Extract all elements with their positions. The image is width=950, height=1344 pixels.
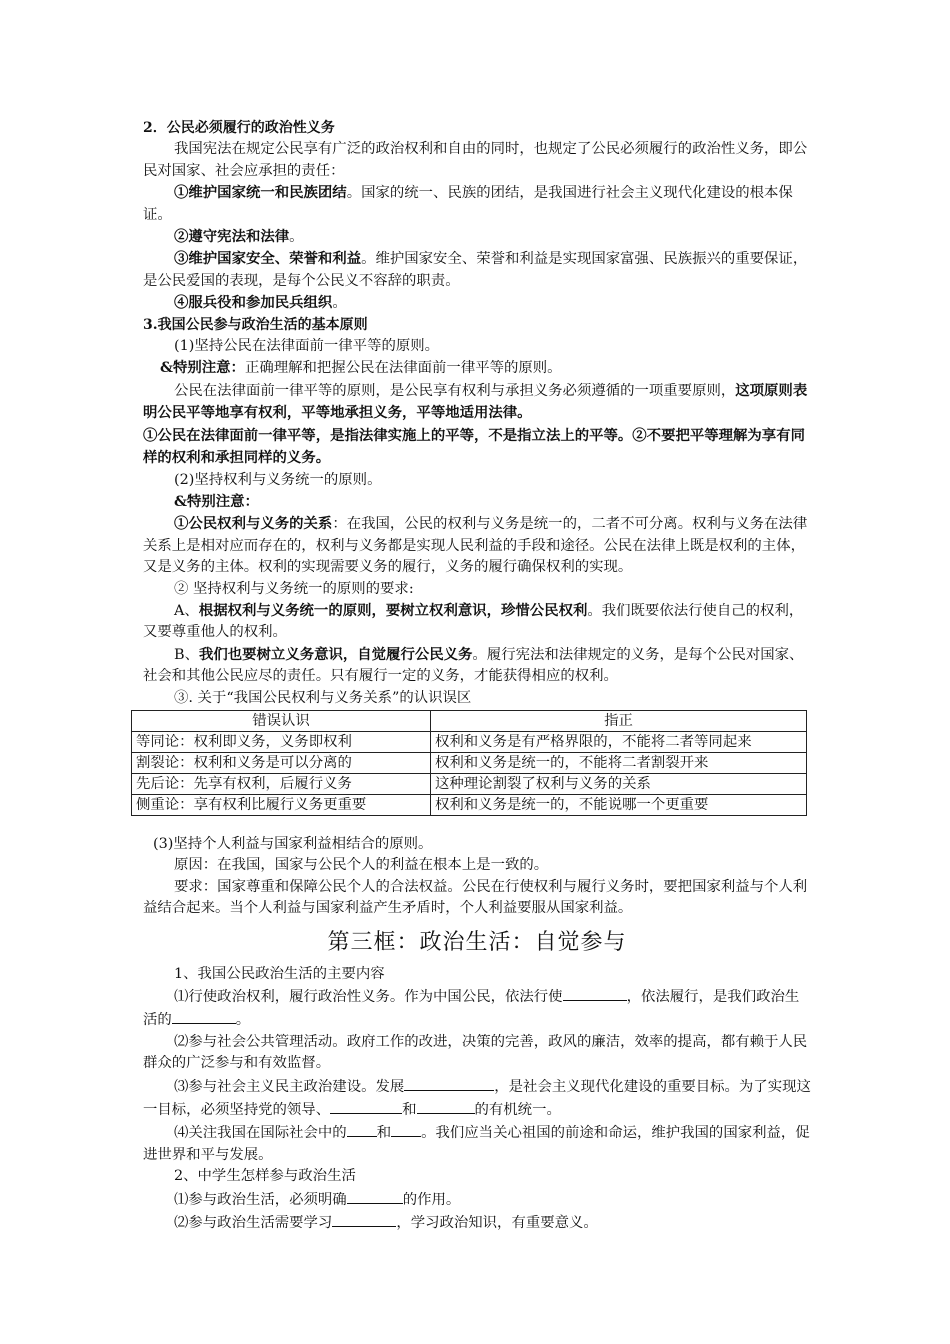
fill-blank[interactable] (332, 1211, 396, 1227)
paragraph (143, 1188, 811, 1211)
note-paragraph (143, 491, 811, 513)
paragraph (143, 226, 811, 248)
bold-text: 我们也要树立义务意识，自觉履行公民义务 (198, 645, 473, 663)
text: B、 (174, 646, 199, 663)
text: 和 (376, 1125, 392, 1142)
fill-blank[interactable] (404, 1075, 494, 1091)
bold-text: ①公民在法律面前一律平等，是指法律实施上的平等，不是指立法上的平等。②不要把平等理解为享有同样的权利和承担同样的义务。 (143, 426, 805, 467)
paragraph (143, 380, 811, 425)
bold-text: ①维护国家统一和民族团结 (174, 184, 347, 202)
bold-text: ①公民权利与义务的关系 (174, 515, 333, 533)
table-header-row (132, 710, 807, 731)
text: A、 (174, 602, 199, 619)
fill-blank[interactable] (347, 1188, 403, 1204)
text: 。 (235, 1012, 251, 1029)
table-row (132, 752, 807, 773)
text: ，是我们政治生活的 (143, 989, 800, 1029)
paragraph (143, 248, 811, 292)
table-cell: 割裂论：权利和义务是可以分离的 (132, 752, 431, 773)
note-paragraph (143, 357, 811, 379)
text: ⑵参与政治生活需要学习 (174, 1215, 333, 1232)
fill-blank[interactable] (330, 1098, 402, 1114)
text: ，依法履行 (626, 989, 699, 1005)
paragraph (143, 182, 811, 226)
page-title: 第三框：政治生活：自觉参与 (327, 929, 627, 955)
bold-text: &特别注意： (160, 359, 245, 377)
table-cell: 权利和义务是统一的，不能将二者割裂开来 (431, 752, 807, 773)
paragraph: ③. 关于“我国公民权利与义务关系”的认识误区 (174, 689, 472, 706)
paragraph: 我国宪法在规定公民享有广泛的政治权利和自由的同时，也规定了公民必须履行的政治性义务，即公民对国家、社会应承担的责任： (143, 141, 808, 179)
paragraph: 要求：国家尊重和保障公民个人的合法权益。公民在行使权利与履行义务时，要把国家利益与个人利益结合起来。当个人利益与国家利益产生矛盾时，个人利益要服从国家利益。 (143, 878, 808, 917)
text: 正确理解和把握公民在法律面前一律平等的原则。 (244, 360, 562, 377)
table-cell: 权利和义务是统一的，不能说哪一个更重要 (431, 794, 807, 815)
text: 。维护国家安全、荣誉和利益是实现国家富强、民族振兴的重要保证，是公民爱国的表现，是每个公民义不容辞的职责。 (143, 251, 808, 289)
bold-text: &特别注意： (174, 492, 259, 510)
paragraph: ⑵参与社会公共管理活动。政府工作的改进，决策的完善，政风的廉洁，效率的提高，都有赖于人民群众的广泛参与和有效监督。 (143, 1033, 808, 1072)
text: 的作用。 (402, 1191, 461, 1208)
bold-text: ③维护国家安全、荣誉和利益 (174, 250, 362, 268)
text: 的有机统一。 (474, 1102, 561, 1119)
fill-blank[interactable] (391, 1121, 421, 1137)
table-cell: 权利和义务是有严格界限的，不能将二者等同起来 (431, 731, 807, 752)
table-cell: 这种理论割裂了权利与义务的关系 (431, 773, 807, 794)
text: 公民在法律面前一律平等的原则，是公民享有权利与承担义务必须遵循的一项重要原则， (174, 382, 736, 399)
spacer (143, 816, 811, 834)
text: 。 (289, 229, 304, 246)
text: ，是社会主义现代化建设的重要目标。为了实现这一目标，必须坚持党的领导、 (143, 1078, 811, 1119)
paragraph: 1、我国公民政治生活的主要内容 (174, 965, 385, 982)
text: 。国家的统一、民族的团结，是我国进行社会主义现代化建设的根本保证。 (143, 185, 793, 223)
text: ，学习政治知识，有重要意义。 (396, 1215, 598, 1232)
table-cell: 先后论：先享有权利，后履行义务 (132, 773, 431, 794)
bold-text: 根据权利与义务统一的原则，要树立权利意识，珍惜公民权利 (198, 601, 588, 619)
bold-text: 这项原则表明公民平等地享有权利，平等地承担义务，平等地适用法律。 (143, 381, 808, 422)
paragraph (143, 985, 811, 1032)
paragraph (143, 644, 811, 688)
section-heading-obligations: 2．公民必须履行的政治性义务 (143, 120, 335, 136)
table-row (132, 773, 807, 794)
fill-blank[interactable] (563, 985, 627, 1001)
paragraph: 原因：在我国，国家与公民个人的利益在根本上是一致的。 (174, 857, 549, 874)
paragraph (143, 1075, 811, 1122)
paragraph (143, 1121, 811, 1166)
table-row (132, 794, 807, 815)
paragraph: 2、中学生怎样参与政治生活 (174, 1168, 356, 1185)
text: 。履行宪法和法律规定的义务，是每个公民对国家、社会和其他公民应尽的责任。只有履行一定的义务，才能获得相应的权利。 (143, 646, 804, 685)
paragraph (143, 1211, 811, 1234)
fill-blank[interactable] (172, 1008, 236, 1024)
table-header: 指正 (431, 710, 807, 731)
bold-text: ②遵守宪法和法律 (174, 228, 290, 246)
paragraph: ② 坚持权利与义务统一的原则的要求: (174, 580, 414, 597)
text: ⑴参与政治生活，必须明确 (174, 1191, 347, 1208)
text: 和 (402, 1102, 417, 1119)
text: 。我们应当关心祖国的前途和命运，维护我国的国家利益，促进世界和平与发展。 (143, 1125, 810, 1163)
fill-blank[interactable] (347, 1121, 377, 1137)
document-page (136, 118, 811, 1234)
paragraph: (1)坚持公民在法律面前一律平等的原则。 (174, 338, 440, 355)
text: ⑶参与社会主义民主政治建设。发展 (174, 1078, 405, 1095)
fill-blank[interactable] (417, 1098, 475, 1114)
text: 。 (332, 295, 347, 312)
table-cell: 等同论：权利即义务，义务即权利 (132, 731, 431, 752)
table-row (132, 731, 807, 752)
text: 。我们既要依法行使自己的权利，又要尊重他人的权利。 (143, 602, 804, 641)
text: ⑴行使政治权利，履行政治性义务。作为中国公民，依法行使 (174, 989, 563, 1005)
table-cell: 侧重论：享有权利比履行义务更重要 (132, 794, 431, 815)
misconception-table (131, 710, 807, 816)
paragraph (143, 600, 811, 644)
paragraph (143, 292, 811, 314)
bold-text: ④服兵役和参加民兵组织 (174, 294, 333, 312)
paragraph (143, 425, 811, 470)
paragraph: (2)坚持权利与义务统一的原则。 (174, 471, 382, 488)
table-header: 错误认识 (132, 710, 431, 731)
section-heading-principles: 3.我国公民参与政治生活的基本原则 (143, 316, 368, 333)
paragraph: (3)坚持个人利益与国家利益相结合的原则。 (153, 835, 433, 852)
text: ：在我国，公民的权利与义务是统一的，二者不可分离。权利与义务在法律关系上是相对应而存在的，权利与义务都是实现人民利益的手段和途径。公民在法律上既是权利的主体，又是义务的主体。权利的实现需要义务的履行，义务的履行确保权利的实现。 (143, 516, 808, 576)
text: ⑷关注我国在国际社会中的 (174, 1125, 347, 1142)
paragraph (143, 513, 811, 578)
